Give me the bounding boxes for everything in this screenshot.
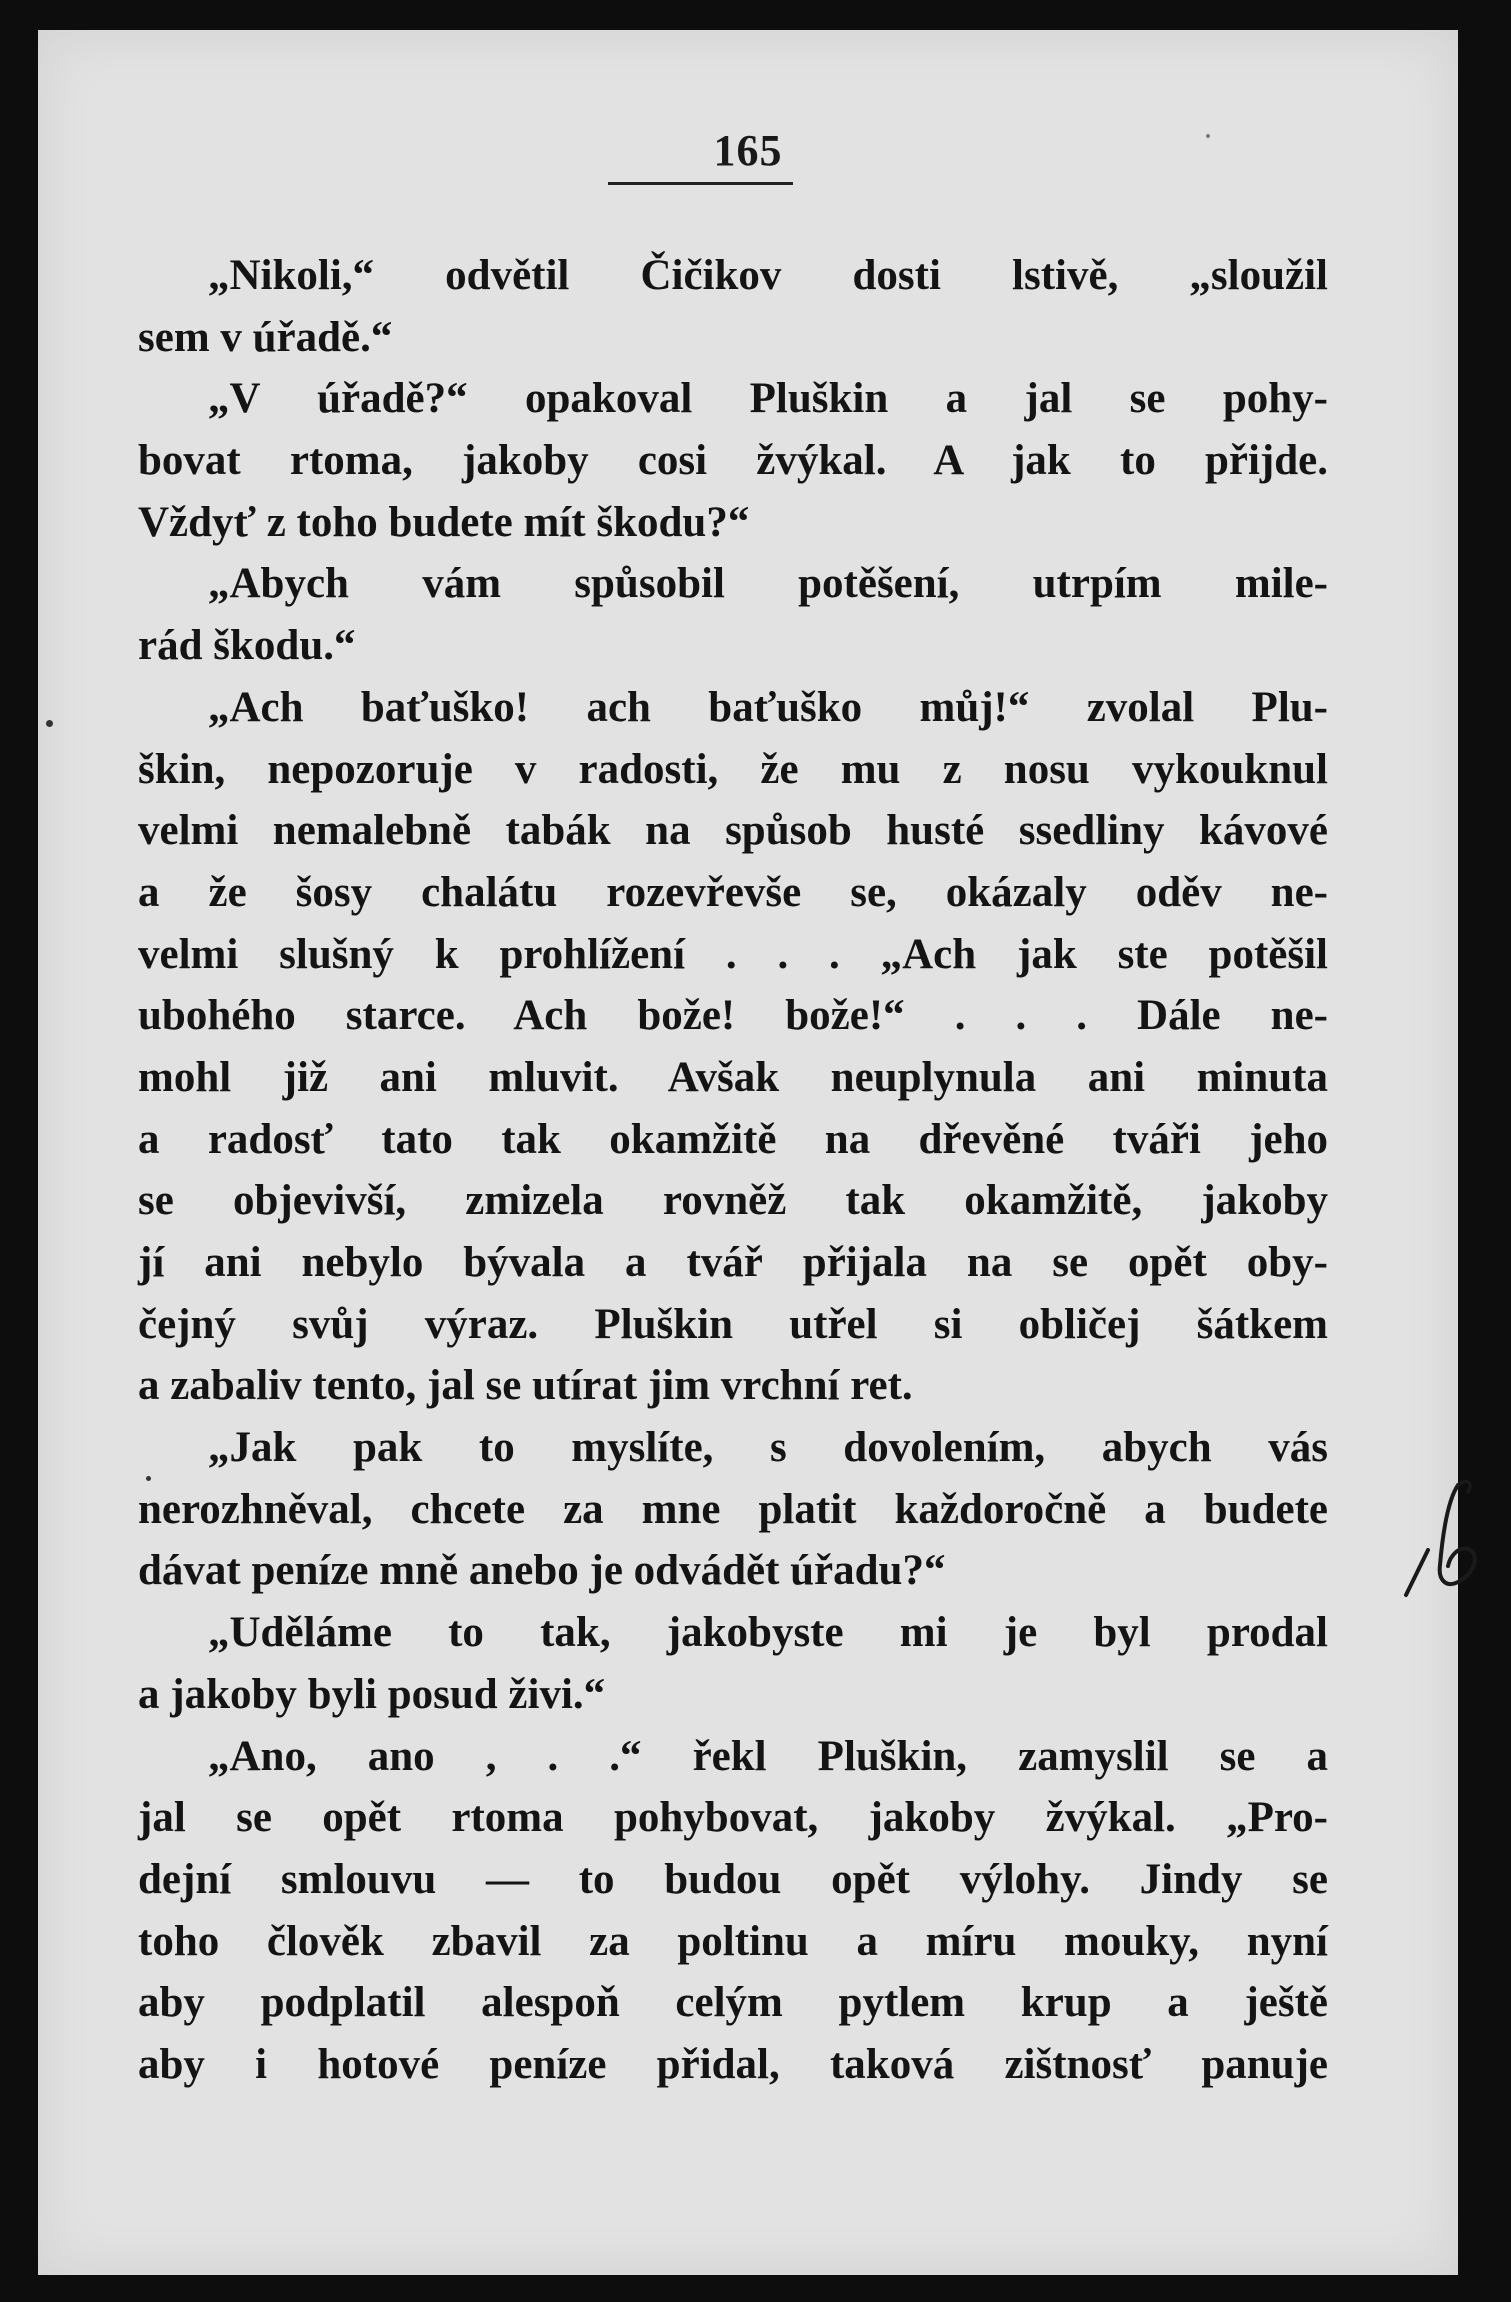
text-line: se objevivší, zmizela rovněž tak okamžitě, jakoby: [138, 1177, 1328, 1225]
text-line: „Ach baťuško! ach baťuško můj!“ zvolal Plu-: [208, 683, 1328, 731]
text-line: a že šosy chalátu rozevřevše se, okázaly oděv ne-: [138, 868, 1328, 916]
text-line: rád škodu.“: [138, 622, 356, 670]
scan-speck: [1206, 134, 1210, 138]
text-line: a radosť tato tak okamžitě na dřevěné tváři jeho: [138, 1115, 1328, 1163]
text-line: sem v úřadě.“: [138, 313, 393, 361]
text-line: dejní smlouvu — to budou opět výlohy. Jindy se: [138, 1855, 1328, 1903]
text-line: aby podplatil alespoň celým pytlem krup a ještě: [138, 1979, 1328, 2027]
text-line: „Ano, ano , . .“ řekl Pluškin, zamyslil se a: [208, 1732, 1328, 1780]
text-line: „Jak pak to myslíte, s dovolením, abych vás: [208, 1424, 1328, 1472]
text-line: a jakoby byli posud živi.“: [138, 1670, 606, 1718]
text-line: aby i hotové peníze přidal, taková zištnosť panuje: [138, 2040, 1328, 2088]
text-line: a zabaliv tento, jal se utírat jim vrchní ret.: [138, 1362, 913, 1410]
text-line: velmi slušný k prohlížení . . . „Ach jak ste potěšil: [138, 930, 1328, 978]
scan-speck: [46, 720, 53, 727]
scan-speck: [146, 1476, 151, 1481]
body-text: [138, 245, 1328, 2096]
text-line: nerozhněval, chcete za mne platit každoročně a budete: [138, 1485, 1328, 1533]
text-line: „Abych vám spůsobil potěšení, utrpím mile-: [208, 560, 1328, 608]
text-line: škin, nepozoruje v radosti, že mu z nosu vykouknul: [138, 745, 1328, 793]
text-line: bovat rtoma, jakoby cosi žvýkal. A jak to přijde.: [138, 437, 1328, 485]
text-line: jí ani nebylo bývala a tvář přijala na se opět oby-: [138, 1239, 1328, 1286]
book-page: [38, 30, 1458, 2275]
text-line: mohl již ani mluvit. Avšak neuplynula ani minuta: [138, 1053, 1328, 1101]
text-line: toho člověk zbavil za poltinu a míru mouky, nyní: [138, 1917, 1328, 1965]
text-line: čejný svůj výraz. Pluškin utřel si obličej šátkem: [138, 1300, 1328, 1348]
text-line: „V úřadě?“ opakoval Pluškin a jal se pohy-: [208, 375, 1328, 423]
text-line: „Uděláme to tak, jakobyste mi je byl prodal: [208, 1609, 1328, 1657]
text-line: ubohého starce. Ach bože! bože!“ . . . Dále ne-: [138, 992, 1328, 1040]
handwriting-mark-icon: [1388, 1470, 1508, 1610]
header-rule: [608, 182, 793, 185]
handwritten-margin-note: [1388, 1470, 1508, 1610]
text-line: dávat peníze mně anebo je odvádět úřadu?“: [138, 1547, 946, 1595]
text-line: jal se opět rtoma pohybovat, jakoby žvýkal. „Pro-: [138, 1794, 1328, 1842]
text-line: „Nikoli,“ odvětil Čičikov dosti lstivě, „sloužil: [208, 252, 1328, 299]
text-line: velmi nemalebně tabák na spůsob husté ssedliny kávové: [138, 807, 1328, 855]
page-number: 165: [713, 126, 783, 175]
text-line: Vždyť z toho budete mít škodu?“: [138, 498, 750, 546]
